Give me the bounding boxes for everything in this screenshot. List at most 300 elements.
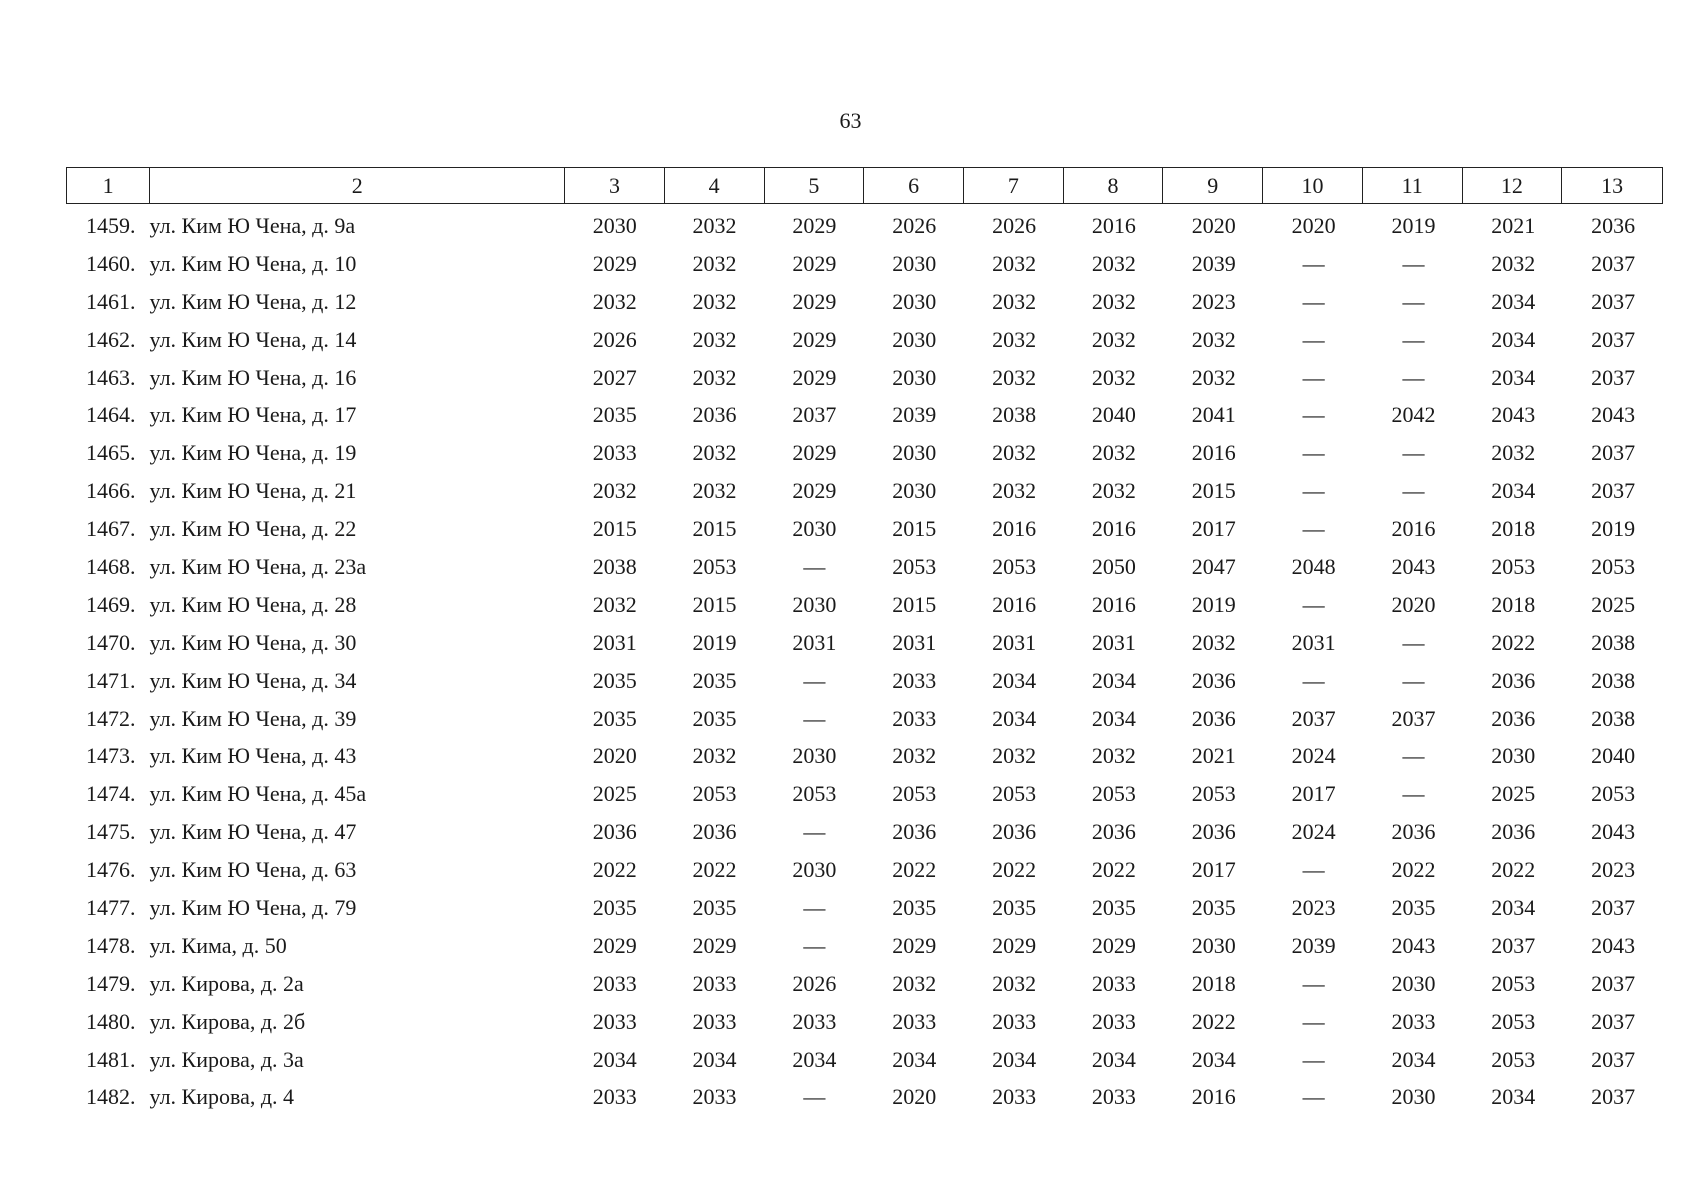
year-cell: 2036 [892, 819, 937, 845]
address-cell: ул. Ким Ю Чена, д. 28 [149, 591, 357, 617]
address-cell: ул. Ким Ю Чена, д. 16 [149, 364, 357, 390]
header-cell-3: 3 [565, 168, 665, 203]
year-cell: 2034 [1491, 288, 1536, 314]
year-cell: 2015 [892, 591, 937, 617]
year-cell: 2053 [892, 781, 937, 807]
year-cell: — [1302, 326, 1325, 352]
year-cell: 2034 [992, 1046, 1037, 1072]
year-cell: 2022 [992, 857, 1037, 883]
year-cell: 2037 [1591, 894, 1636, 920]
year-cell: 2039 [1191, 250, 1236, 276]
year-cell: 2018 [1491, 516, 1536, 542]
year-cell: 2033 [992, 1084, 1037, 1110]
table-row [66, 737, 1663, 775]
year-cell: 2026 [992, 212, 1037, 238]
year-cell: 2037 [1591, 970, 1636, 996]
year-cell: 2034 [1191, 1046, 1236, 1072]
table-row [66, 434, 1663, 472]
table-body [66, 207, 1663, 1116]
year-cell: 2053 [1591, 781, 1636, 807]
year-cell: 2035 [592, 402, 637, 428]
year-cell: 2033 [592, 970, 637, 996]
year-cell: 2033 [692, 970, 737, 996]
year-cell: 2030 [592, 212, 637, 238]
year-cell: 2040 [1591, 743, 1636, 769]
row-number: 1466. [86, 478, 136, 504]
year-cell: 2020 [1391, 591, 1436, 617]
year-cell: 2022 [1491, 629, 1536, 655]
year-cell: 2053 [1491, 1046, 1536, 1072]
year-cell: 2047 [1191, 553, 1236, 579]
year-cell: 2031 [592, 629, 637, 655]
year-cell: 2035 [592, 667, 637, 693]
header-cell-12: 12 [1463, 168, 1563, 203]
header-cell-7: 7 [964, 168, 1064, 203]
year-cell: 2037 [1591, 1008, 1636, 1034]
year-cell: 2030 [892, 288, 937, 314]
address-cell: ул. Ким Ю Чена, д. 30 [149, 629, 357, 655]
year-cell: 2030 [792, 591, 837, 617]
year-cell: 2034 [1491, 478, 1536, 504]
year-cell: — [803, 705, 826, 731]
header-cell-1: 1 [67, 168, 150, 203]
year-cell: 2032 [692, 288, 737, 314]
year-cell: 2053 [792, 781, 837, 807]
year-cell: 2032 [992, 478, 1037, 504]
year-cell: 2018 [1491, 591, 1536, 617]
year-cell: 2032 [1091, 364, 1136, 390]
year-cell: 2040 [1091, 402, 1136, 428]
address-cell: ул. Ким Ю Чена, д. 45а [149, 781, 367, 807]
year-cell: 2026 [892, 212, 937, 238]
row-number: 1476. [86, 857, 136, 883]
row-number: 1465. [86, 440, 136, 466]
header-cell-10: 10 [1263, 168, 1363, 203]
year-cell: 2033 [592, 1008, 637, 1034]
row-number: 1462. [86, 326, 136, 352]
address-cell: ул. Ким Ю Чена, д. 63 [149, 857, 357, 883]
table-row [66, 851, 1663, 889]
year-cell: 2032 [1191, 364, 1236, 390]
year-cell: 2036 [1391, 819, 1436, 845]
year-cell: 2053 [1191, 781, 1236, 807]
year-cell: 2015 [692, 516, 737, 542]
year-cell: 2033 [892, 667, 937, 693]
year-cell: 2036 [1191, 819, 1236, 845]
year-cell: — [1402, 364, 1425, 390]
year-cell: 2030 [1491, 743, 1536, 769]
year-cell: 2032 [692, 250, 737, 276]
year-cell: 2016 [1091, 212, 1136, 238]
address-cell: ул. Кирова, д. 2б [149, 1008, 306, 1034]
year-cell: 2037 [1491, 932, 1536, 958]
year-cell: — [803, 553, 826, 579]
year-cell: 2041 [1191, 402, 1236, 428]
year-cell: 2038 [592, 553, 637, 579]
year-cell: 2030 [792, 857, 837, 883]
year-cell: 2026 [792, 970, 837, 996]
year-cell: — [1402, 288, 1425, 314]
year-cell: 2029 [792, 326, 837, 352]
year-cell: — [1302, 288, 1325, 314]
row-number: 1473. [86, 743, 136, 769]
year-cell: 2024 [1291, 819, 1336, 845]
year-cell: — [1302, 364, 1325, 390]
year-cell: 2032 [1091, 478, 1136, 504]
table-row [66, 245, 1663, 283]
year-cell: 2030 [1191, 932, 1236, 958]
year-cell: 2033 [692, 1008, 737, 1034]
year-cell: 2043 [1591, 402, 1636, 428]
year-cell: 2036 [592, 819, 637, 845]
year-cell: 2033 [1091, 970, 1136, 996]
year-cell: 2032 [992, 250, 1037, 276]
address-cell: ул. Ким Ю Чена, д. 12 [149, 288, 357, 314]
year-cell: 2029 [792, 212, 837, 238]
table-row [66, 662, 1663, 700]
row-number: 1471. [86, 667, 136, 693]
year-cell: 2032 [1091, 326, 1136, 352]
year-cell: 2036 [692, 819, 737, 845]
year-cell: 2053 [1491, 970, 1536, 996]
year-cell: 2037 [1591, 250, 1636, 276]
year-cell: 2032 [692, 326, 737, 352]
year-cell: 2032 [1091, 250, 1136, 276]
year-cell: — [1302, 591, 1325, 617]
year-cell: 2031 [1091, 629, 1136, 655]
year-cell: 2031 [892, 629, 937, 655]
year-cell: 2037 [1591, 288, 1636, 314]
year-cell: 2029 [892, 932, 937, 958]
row-number: 1478. [86, 932, 136, 958]
year-cell: 2022 [1191, 1008, 1236, 1034]
year-cell: 2038 [1591, 705, 1636, 731]
year-cell: 2034 [1491, 326, 1536, 352]
year-cell: 2032 [592, 478, 637, 504]
year-cell: 2029 [792, 440, 837, 466]
year-cell: 2032 [1091, 288, 1136, 314]
year-cell: 2037 [1591, 326, 1636, 352]
address-cell: ул. Ким Ю Чена, д. 47 [149, 819, 357, 845]
year-cell: 2016 [992, 516, 1037, 542]
year-cell: 2033 [892, 705, 937, 731]
header-cell-11: 11 [1363, 168, 1463, 203]
year-cell: 2033 [1091, 1008, 1136, 1034]
year-cell: 2025 [1491, 781, 1536, 807]
year-cell: 2029 [792, 288, 837, 314]
year-cell: 2030 [1391, 970, 1436, 996]
year-cell: 2017 [1191, 516, 1236, 542]
year-cell: 2026 [592, 326, 637, 352]
year-cell: 2032 [692, 364, 737, 390]
year-cell: 2035 [1191, 894, 1236, 920]
year-cell: 2033 [592, 1084, 637, 1110]
year-cell: 2030 [892, 478, 937, 504]
year-cell: 2036 [1491, 705, 1536, 731]
year-cell: 2037 [1591, 1084, 1636, 1110]
year-cell: — [1402, 667, 1425, 693]
address-cell: ул. Ким Ю Чена, д. 10 [149, 250, 357, 276]
year-cell: 2034 [1491, 894, 1536, 920]
year-cell: 2023 [1591, 857, 1636, 883]
year-cell: 2021 [1191, 743, 1236, 769]
year-cell: 2029 [1091, 932, 1136, 958]
year-cell: 2030 [892, 440, 937, 466]
row-number: 1481. [86, 1046, 136, 1072]
address-cell: ул. Ким Ю Чена, д. 19 [149, 440, 357, 466]
year-cell: 2030 [792, 743, 837, 769]
table-row [66, 321, 1663, 359]
year-cell: 2019 [1191, 591, 1236, 617]
year-cell: 2048 [1291, 553, 1336, 579]
year-cell: 2033 [792, 1008, 837, 1034]
year-cell: 2032 [1091, 743, 1136, 769]
table-row [66, 1041, 1663, 1079]
row-number: 1477. [86, 894, 136, 920]
year-cell: 2022 [892, 857, 937, 883]
row-number: 1461. [86, 288, 136, 314]
year-cell: 2053 [1491, 1008, 1536, 1034]
year-cell: 2037 [1591, 364, 1636, 390]
year-cell: — [1302, 1046, 1325, 1072]
table-row [66, 889, 1663, 927]
year-cell: 2032 [1191, 629, 1236, 655]
year-cell: 2035 [692, 705, 737, 731]
year-cell: 2032 [992, 970, 1037, 996]
year-cell: 2021 [1491, 212, 1536, 238]
year-cell: 2038 [1591, 629, 1636, 655]
year-cell: — [1302, 1084, 1325, 1110]
year-cell: 2032 [992, 743, 1037, 769]
table-row [66, 624, 1663, 662]
year-cell: 2037 [1591, 440, 1636, 466]
header-cell-2: 2 [150, 168, 565, 203]
year-cell: 2025 [592, 781, 637, 807]
year-cell: 2033 [892, 1008, 937, 1034]
year-cell: 2031 [992, 629, 1037, 655]
year-cell: 2032 [992, 364, 1037, 390]
year-cell: 2029 [692, 932, 737, 958]
year-cell: 2037 [1591, 1046, 1636, 1072]
header-cell-9: 9 [1163, 168, 1263, 203]
year-cell: 2034 [1491, 1084, 1536, 1110]
year-cell: 2032 [1491, 250, 1536, 276]
year-cell: 2033 [1391, 1008, 1436, 1034]
year-cell: 2034 [992, 705, 1037, 731]
year-cell: 2033 [692, 1084, 737, 1110]
table-row [66, 700, 1663, 738]
year-cell: 2034 [692, 1046, 737, 1072]
year-cell: 2032 [692, 478, 737, 504]
table-row [66, 207, 1663, 245]
year-cell: 2035 [1391, 894, 1436, 920]
address-cell: ул. Ким Ю Чена, д. 21 [149, 478, 357, 504]
table-row [66, 1003, 1663, 1041]
year-cell: 2034 [792, 1046, 837, 1072]
year-cell: 2015 [592, 516, 637, 542]
year-cell: 2039 [892, 402, 937, 428]
year-cell: 2030 [792, 516, 837, 542]
header-cell-5: 5 [765, 168, 865, 203]
row-number: 1474. [86, 781, 136, 807]
year-cell: 2015 [692, 591, 737, 617]
year-cell: 2020 [1191, 212, 1236, 238]
year-cell: 2019 [1391, 212, 1436, 238]
year-cell: 2020 [1291, 212, 1336, 238]
header-cell-4: 4 [665, 168, 765, 203]
year-cell: 2016 [1391, 516, 1436, 542]
year-cell: 2031 [792, 629, 837, 655]
year-cell: — [803, 667, 826, 693]
year-cell: 2036 [1191, 667, 1236, 693]
year-cell: — [1302, 667, 1325, 693]
year-cell: — [1402, 629, 1425, 655]
year-cell: 2029 [792, 478, 837, 504]
year-cell: 2030 [892, 364, 937, 390]
year-cell: 2032 [992, 288, 1037, 314]
table-row [66, 396, 1663, 434]
row-number: 1469. [86, 591, 136, 617]
table-row [66, 472, 1663, 510]
year-cell: 2035 [892, 894, 937, 920]
year-cell: — [1302, 857, 1325, 883]
year-cell: 2017 [1191, 857, 1236, 883]
year-cell: 2032 [1491, 440, 1536, 466]
year-cell: 2022 [1091, 857, 1136, 883]
year-cell: 2050 [1091, 553, 1136, 579]
year-cell: 2037 [1291, 705, 1336, 731]
year-cell: 2043 [1491, 402, 1536, 428]
year-cell: 2025 [1591, 591, 1636, 617]
year-cell: 2029 [792, 364, 837, 390]
year-cell: 2032 [992, 440, 1037, 466]
row-number: 1459. [86, 212, 136, 238]
row-number: 1472. [86, 705, 136, 731]
year-cell: — [803, 894, 826, 920]
year-cell: 2022 [1491, 857, 1536, 883]
year-cell: 2038 [992, 402, 1037, 428]
year-cell: — [1302, 478, 1325, 504]
year-cell: — [1402, 440, 1425, 466]
year-cell: 2035 [592, 705, 637, 731]
year-cell: 2036 [992, 819, 1037, 845]
year-cell: 2029 [592, 250, 637, 276]
year-cell: 2033 [992, 1008, 1037, 1034]
year-cell: — [1402, 250, 1425, 276]
year-cell: — [1302, 970, 1325, 996]
year-cell: 2020 [592, 743, 637, 769]
year-cell: — [1302, 516, 1325, 542]
year-cell: 2016 [1091, 591, 1136, 617]
year-cell: — [1302, 402, 1325, 428]
year-cell: 2030 [892, 250, 937, 276]
year-cell: 2034 [1091, 1046, 1136, 1072]
year-cell: 2035 [692, 894, 737, 920]
year-cell: 2032 [592, 288, 637, 314]
year-cell: 2022 [592, 857, 637, 883]
year-cell: — [803, 1084, 826, 1110]
table-row [66, 775, 1663, 813]
row-number: 1480. [86, 1008, 136, 1034]
year-cell: 2053 [892, 553, 937, 579]
year-cell: 2019 [692, 629, 737, 655]
page-number: 63 [839, 108, 862, 133]
row-number: 1463. [86, 364, 136, 390]
year-cell: 2031 [1291, 629, 1336, 655]
table-row [66, 548, 1663, 586]
row-number: 1479. [86, 970, 136, 996]
year-cell: 2027 [592, 364, 637, 390]
table-row [66, 586, 1663, 624]
year-cell: — [1402, 743, 1425, 769]
address-cell: ул. Ким Ю Чена, д. 14 [149, 326, 357, 352]
row-number: 1470. [86, 629, 136, 655]
year-cell: 2036 [1491, 819, 1536, 845]
year-cell: 2030 [1391, 1084, 1436, 1110]
row-number: 1467. [86, 516, 136, 542]
year-cell: — [1302, 1008, 1325, 1034]
year-cell: 2016 [1191, 440, 1236, 466]
year-cell: 2022 [692, 857, 737, 883]
year-cell: 2032 [992, 326, 1037, 352]
year-cell: 2043 [1391, 932, 1436, 958]
table-row [66, 1078, 1663, 1116]
year-cell: 2033 [592, 440, 637, 466]
year-cell: 2032 [1191, 326, 1236, 352]
address-cell: ул. Ким Ю Чена, д. 39 [149, 705, 357, 731]
year-cell: 2036 [1491, 667, 1536, 693]
year-cell: 2034 [892, 1046, 937, 1072]
header-cell-8: 8 [1064, 168, 1164, 203]
year-cell: 2032 [892, 743, 937, 769]
year-cell: 2034 [992, 667, 1037, 693]
year-cell: 2032 [692, 440, 737, 466]
year-cell: 2037 [1391, 705, 1436, 731]
year-cell: 2053 [992, 781, 1037, 807]
year-cell: 2053 [992, 553, 1037, 579]
address-cell: ул. Ким Ю Чена, д. 17 [149, 402, 357, 428]
year-cell: 2036 [692, 402, 737, 428]
row-number: 1468. [86, 553, 136, 579]
year-cell: — [1402, 781, 1425, 807]
year-cell: 2036 [1191, 705, 1236, 731]
year-cell: 2034 [1091, 705, 1136, 731]
year-cell: 2016 [992, 591, 1037, 617]
year-cell: 2034 [1391, 1046, 1436, 1072]
year-cell: 2016 [1091, 516, 1136, 542]
year-cell: 2020 [892, 1084, 937, 1110]
year-cell: 2029 [792, 250, 837, 276]
year-cell: 2019 [1591, 516, 1636, 542]
address-cell: ул. Ким Ю Чена, д. 34 [149, 667, 357, 693]
year-cell: 2037 [792, 402, 837, 428]
table-row [66, 813, 1663, 851]
year-cell: 2043 [1591, 932, 1636, 958]
address-cell: ул. Ким Ю Чена, д. 22 [149, 516, 357, 542]
address-cell: ул. Ким Ю Чена, д. 9а [149, 212, 356, 238]
year-cell: 2042 [1391, 402, 1436, 428]
year-cell: 2053 [692, 781, 737, 807]
year-cell: 2023 [1191, 288, 1236, 314]
year-cell: 2023 [1291, 894, 1336, 920]
address-cell: ул. Ким Ю Чена, д. 23а [149, 553, 367, 579]
year-cell: — [1302, 440, 1325, 466]
year-cell: — [1302, 250, 1325, 276]
year-cell: 2036 [1591, 212, 1636, 238]
year-cell: 2032 [692, 212, 737, 238]
header-cell-13: 13 [1601, 172, 1624, 198]
row-number: 1475. [86, 819, 136, 845]
